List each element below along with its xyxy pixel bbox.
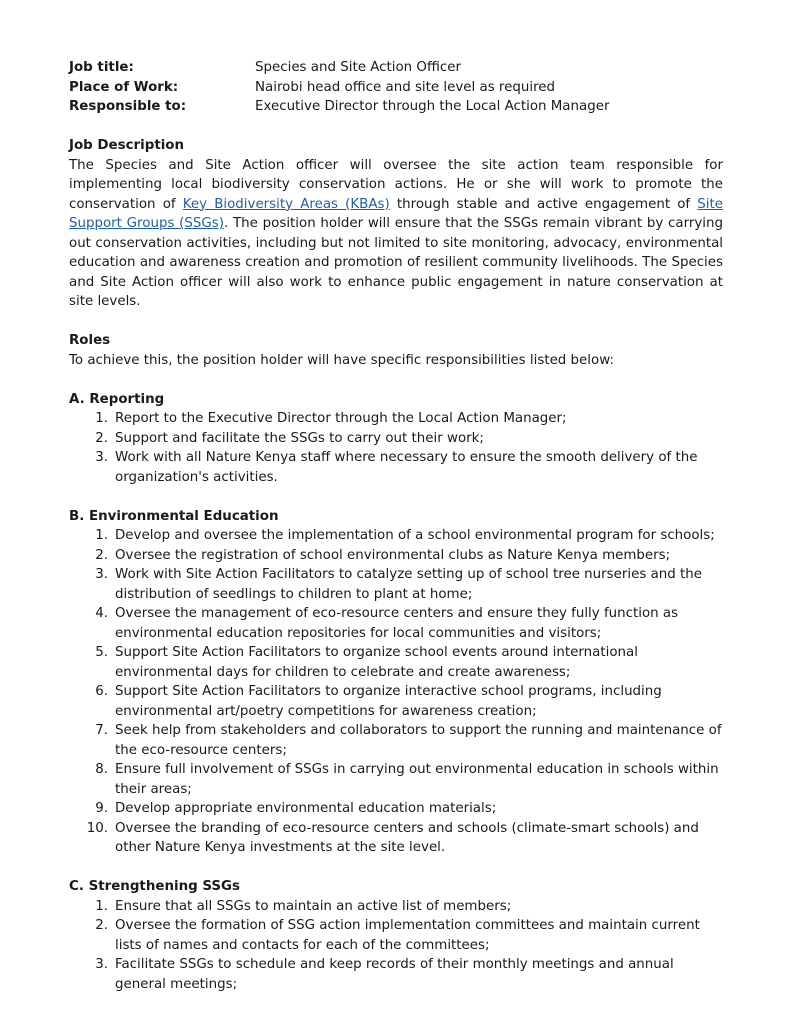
list-item	[69, 643, 723, 682]
list-number: 1.	[95, 411, 108, 426]
list-number: 4.	[95, 606, 108, 621]
list-number: 3.	[95, 957, 108, 972]
list-text: Seek help from stakeholders and collaborators to support the running and maintenance of the eco-resource centers;	[115, 723, 722, 758]
list-item	[69, 409, 723, 429]
list-number: 3.	[95, 567, 108, 582]
list-item	[69, 819, 723, 858]
list-item	[69, 565, 723, 604]
list-text: Oversee the management of eco-resource centers and ensure they fully function as environmental education repositories for local communities and visitors;	[115, 606, 679, 641]
job-description-heading: Job Description	[69, 138, 185, 153]
list-number: 2.	[95, 430, 108, 446]
list-item	[69, 682, 723, 721]
list-number: 1.	[95, 528, 108, 543]
list-item	[69, 429, 723, 449]
list-number: 8.	[95, 762, 108, 777]
list-text: Oversee the registration of school environmental clubs as Nature Kenya members;	[115, 547, 671, 563]
list-text: Support Site Action Facilitators to organize interactive school programs, including environmental art/poetry competitions for awareness creation;	[115, 684, 662, 719]
list-text: Oversee the formation of SSG action implementation committees and maintain current lists of names and contacts for each of the committees;	[115, 918, 700, 953]
section-heading: C. Strengthening SSGs	[69, 879, 240, 894]
description-text-3: . The position holder will ensure that the SSGs remain vibrant by carrying out conservation activities, including but not limited to site monitoring, advocacy, environmental education and awareness creation and promotion of resilient community livelihoods. The Species and Site Action officer will also work to enhance public engagement in nature conservation at site levels.	[69, 216, 723, 309]
list-text: Develop appropriate environmental education materials;	[115, 801, 497, 816]
list-text: Oversee the branding of eco-resource centers and schools (climate-smart schools) and other Nature Kenya investments at the site level.	[115, 820, 699, 855]
list-text: Facilitate SSGs to schedule and keep records of their monthly meetings and annual general meetings;	[115, 957, 674, 992]
list-number: 2.	[95, 547, 108, 563]
list-text: Support Site Action Facilitators to organize school events around international environmental days for children to celebrate and create awareness;	[115, 645, 638, 680]
list-item	[69, 955, 723, 994]
description-text-2: through stable and active engagement of	[389, 196, 698, 212]
responsible-to-label: Responsible to:	[69, 99, 187, 114]
list-number: 5.	[95, 645, 108, 660]
roles-intro: To achieve this, the position holder will have specific responsibilities listed below:	[69, 352, 614, 368]
list-text: Work with Site Action Facilitators to catalyze setting up of school tree nurseries and the distribution of seedlings to children to plant at home;	[115, 567, 703, 602]
list-number: 10.	[86, 820, 108, 836]
list-text: Ensure full involvement of SSGs in carrying out environmental education in schools within their areas;	[115, 762, 719, 797]
kba-link[interactable]: Key Biodiversity Areas (KBAs)	[182, 196, 390, 212]
list-number: 3.	[95, 450, 108, 465]
list-text: Report to the Executive Director through the Local Action Manager;	[115, 411, 567, 426]
list-number: 9.	[95, 801, 108, 816]
place-of-work-value: Nairobi head office and site level as required	[255, 79, 556, 95]
job-description-paragraph	[69, 156, 723, 312]
list-number: 2.	[95, 918, 108, 933]
list-text: Work with all Nature Kenya staff where necessary to ensure the smooth delivery of the organization's activities.	[115, 450, 698, 485]
list-item	[69, 604, 723, 643]
job-title-label: Job title:	[69, 60, 134, 75]
section-heading: B. Environmental Education	[69, 508, 279, 524]
section-reporting	[69, 390, 723, 488]
list-number: 6.	[95, 684, 108, 699]
list-number: 1.	[95, 898, 108, 914]
responsible-to-value: Executive Director through the Local Action Manager	[255, 99, 610, 114]
reporting-list	[69, 409, 723, 487]
list-item	[69, 526, 723, 546]
job-header	[69, 58, 723, 117]
list-item	[69, 897, 723, 917]
list-text: Support and facilitate the SSGs to carry out their work;	[115, 430, 484, 446]
environmental-education-list	[69, 526, 723, 858]
description-text-1: The Species and Site Action officer will oversee the site action team responsible for implementing local biodiversity conservation actions. He or she will work to promote the conservation of	[69, 157, 723, 212]
list-item	[69, 448, 723, 487]
place-of-work-row	[69, 78, 723, 98]
ssg-link[interactable]: Site Support Groups (SSGs)	[69, 196, 723, 231]
list-item	[69, 916, 723, 955]
job-title-row	[69, 58, 723, 78]
list-item	[69, 546, 723, 566]
responsible-to-row	[69, 97, 723, 117]
strengthening-ssgs-list	[69, 897, 723, 995]
list-item	[69, 721, 723, 760]
section-environmental-education	[69, 507, 723, 858]
section-heading: A. Reporting	[69, 391, 165, 407]
list-item	[69, 799, 723, 819]
roles-heading: Roles	[69, 333, 111, 348]
place-of-work-label: Place of Work:	[69, 79, 179, 95]
section-strengthening-ssgs	[69, 877, 723, 994]
list-text: Develop and oversee the implementation of a school environmental program for schools;	[115, 528, 715, 543]
list-item	[69, 760, 723, 799]
list-number: 7.	[95, 723, 108, 738]
job-title-value: Species and Site Action Officer	[255, 60, 461, 75]
list-text: Ensure that all SSGs to maintain an active list of members;	[115, 898, 512, 914]
document-page	[69, 58, 723, 994]
